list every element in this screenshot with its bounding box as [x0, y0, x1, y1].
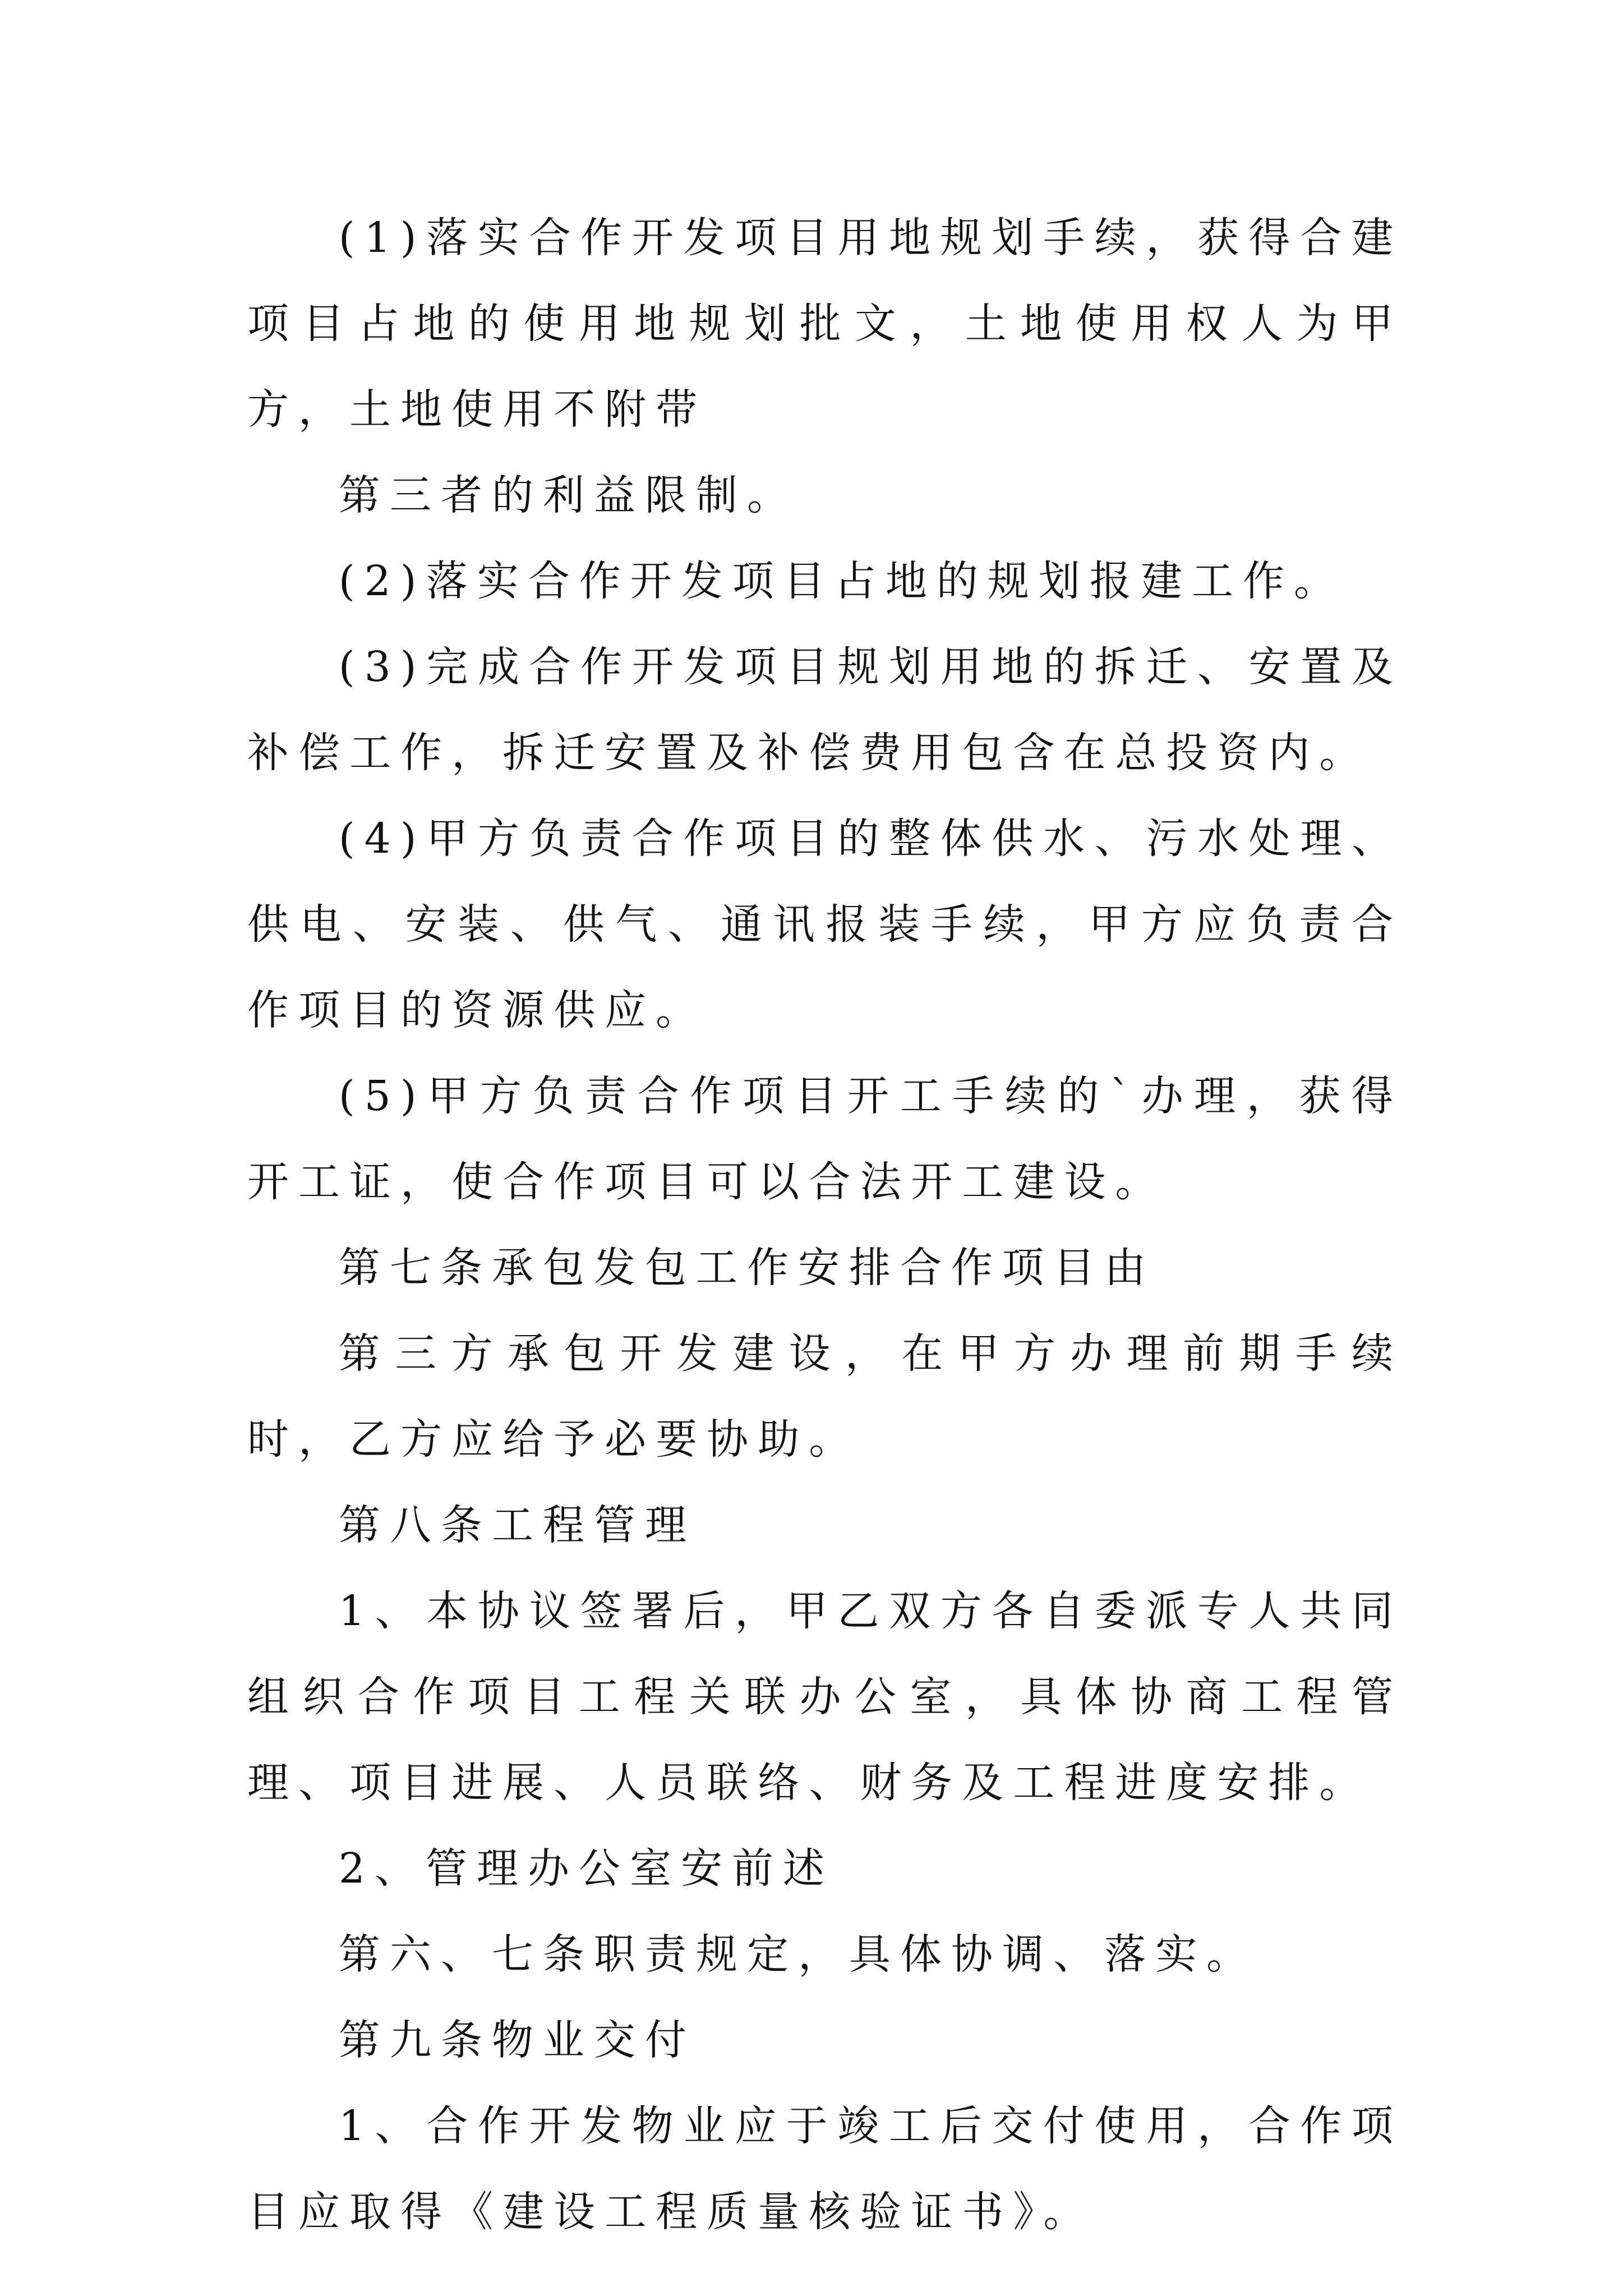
paragraph-item-4-utilities: (4)甲方负责合作项目的整体供水、污水处理、供电、安装、供气、通讯报装手续，甲方应负责合作项目的资源供应。 [247, 815, 1403, 1034]
paragraph-item-2-planning-approval: (2)落实合作开发项目占地的规划报建工作。 [338, 557, 1345, 605]
document-body [247, 195, 1403, 2255]
paragraph-article-9-item-1: 1、合作开发物业应于竣工后交付使用，合作项目应取得《建设工程质量核验证书》。 [247, 2102, 1403, 2236]
paragraph-third-party-restriction: 第三者的利益限制。 [338, 471, 798, 519]
heading-article-7: 第七条承包发包工作安排合作项目由 [338, 1244, 1156, 1292]
heading-article-9: 第九条物业交付 [338, 2016, 696, 2064]
paragraph-item-5-construction-permit: (5)甲方负责合作项目开工手续的`办理，获得开工证，使合作项目可以合法开工建设。 [247, 1072, 1403, 1206]
paragraph-article-7-body: 第三方承包开发建设，在甲方办理前期手续时，乙方应给予必要协助。 [247, 1329, 1403, 1464]
paragraph-item-3-demolition: (3)完成合作开发项目规划用地的拆迁、安置及补偿工作，拆迁安置及补偿费用包含在总投资内。 [247, 643, 1403, 777]
paragraph-article-8-item-2: 2、管理办公室安前述 [338, 1844, 834, 1893]
heading-article-8: 第八条工程管理 [338, 1501, 696, 1549]
paragraph-article-8-item-2-cont: 第六、七条职责规定，具体协调、落实。 [338, 1930, 1258, 1978]
paragraph-item-1-land-planning: (1)落实合作开发项目用地规划手续，获得合建项目占地的使用地规划批文，土地使用权人为甲方，土地使用不附带 [247, 214, 1403, 434]
paragraph-article-8-item-1: 1、本协议签署后，甲乙双方各自委派专人共同组织合作项目工程关联办公室，具体协商工程管理、项目进展、人员联络、财务及工程进度安排。 [247, 1587, 1403, 1807]
